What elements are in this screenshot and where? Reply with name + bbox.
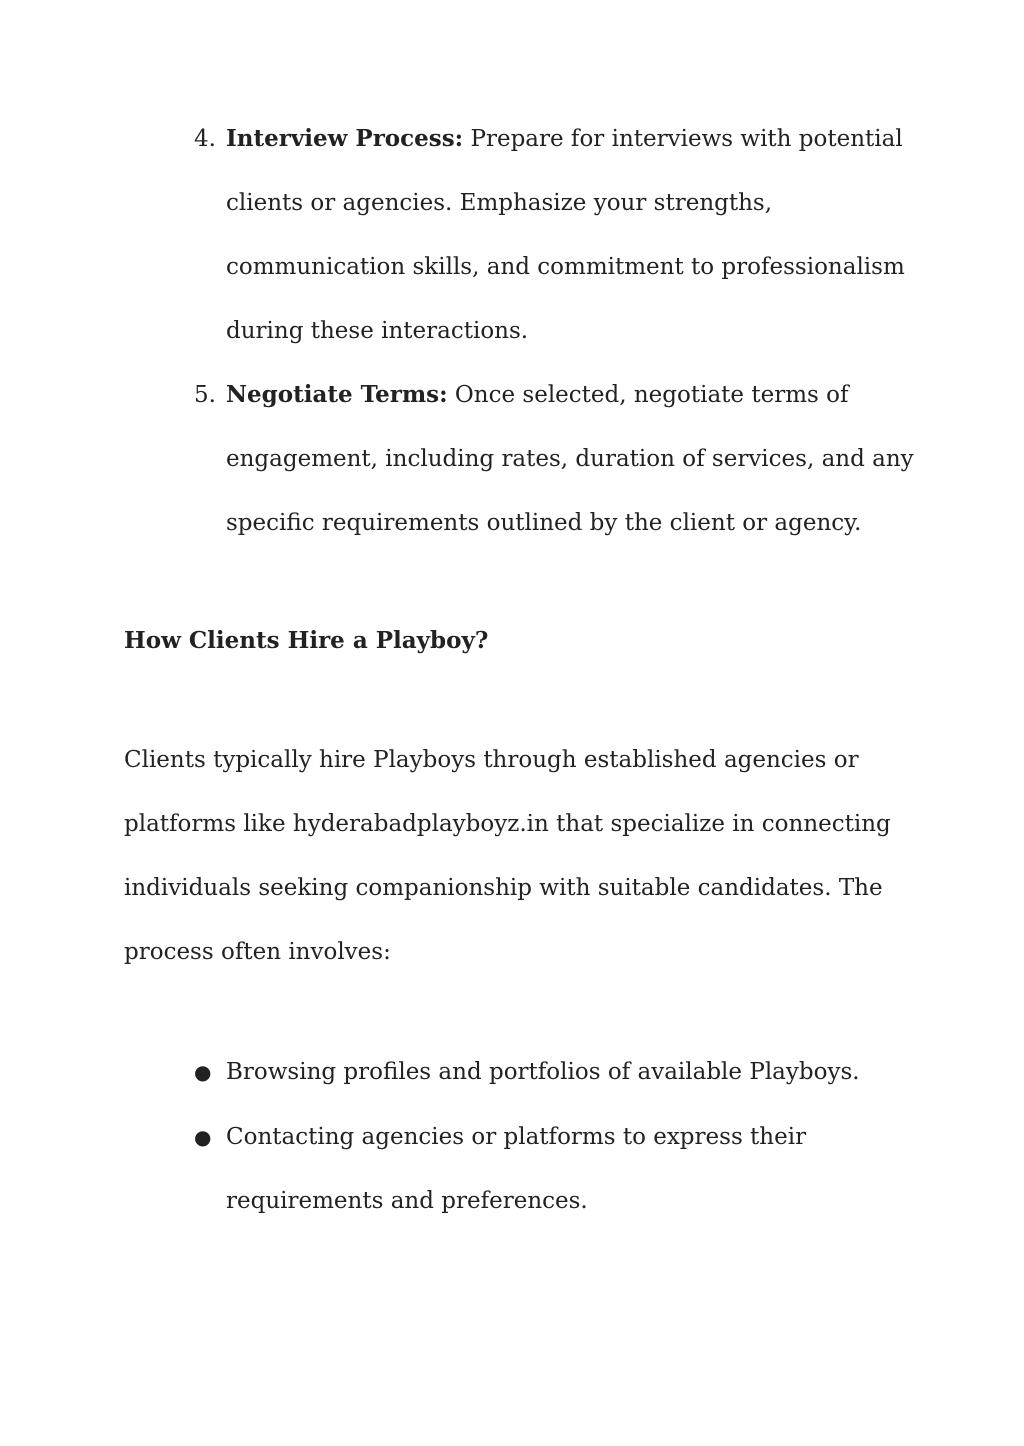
list-item-interview-process-line-2: clients or agencies. Emphasize your strengths, [226, 190, 773, 216]
list-item-negotiate-terms-line-1 [226, 379, 848, 411]
list-number-4: 4. [194, 126, 216, 152]
section-heading: How Clients Hire a Playboy? [124, 627, 489, 654]
list-item-text: Once selected, negotiate terms of [447, 382, 849, 408]
list-item-interview-process-line-3: communication skills, and commitment to professionalism [226, 254, 905, 280]
list-item-negotiate-terms-line-3: specific requirements outlined by the client or agency. [226, 510, 862, 536]
list-item-negotiate-terms-line-2: engagement, including rates, duration of services, and any [226, 446, 914, 472]
list-item-text: Prepare for interviews with potential [463, 126, 903, 152]
bullet-item-browsing-line-1: Browsing profiles and portfolios of available Playboys. [226, 1059, 860, 1085]
list-number-5: 5. [194, 382, 216, 408]
paragraph-line-4: process often involves: [124, 939, 391, 965]
bullet-icon: ● [194, 1125, 212, 1149]
list-item-label: Interview Process: [226, 125, 464, 152]
list-item-interview-process-line-4: during these interactions. [226, 318, 529, 344]
bullet-item-contacting-line-1: Contacting agencies or platforms to express their [226, 1124, 807, 1150]
bullet-icon: ● [194, 1060, 212, 1084]
list-item-label: Negotiate Terms: [226, 381, 448, 408]
paragraph-line-3: individuals seeking companionship with suitable candidates. The [124, 875, 883, 901]
paragraph-line-1: Clients typically hire Playboys through established agencies or [124, 747, 859, 773]
paragraph-line-2: platforms like hyderabadplayboyz.in that specialize in connecting [124, 811, 891, 837]
bullet-item-contacting-line-2: requirements and preferences. [226, 1188, 588, 1214]
list-item-interview-process-line-1 [226, 123, 903, 155]
